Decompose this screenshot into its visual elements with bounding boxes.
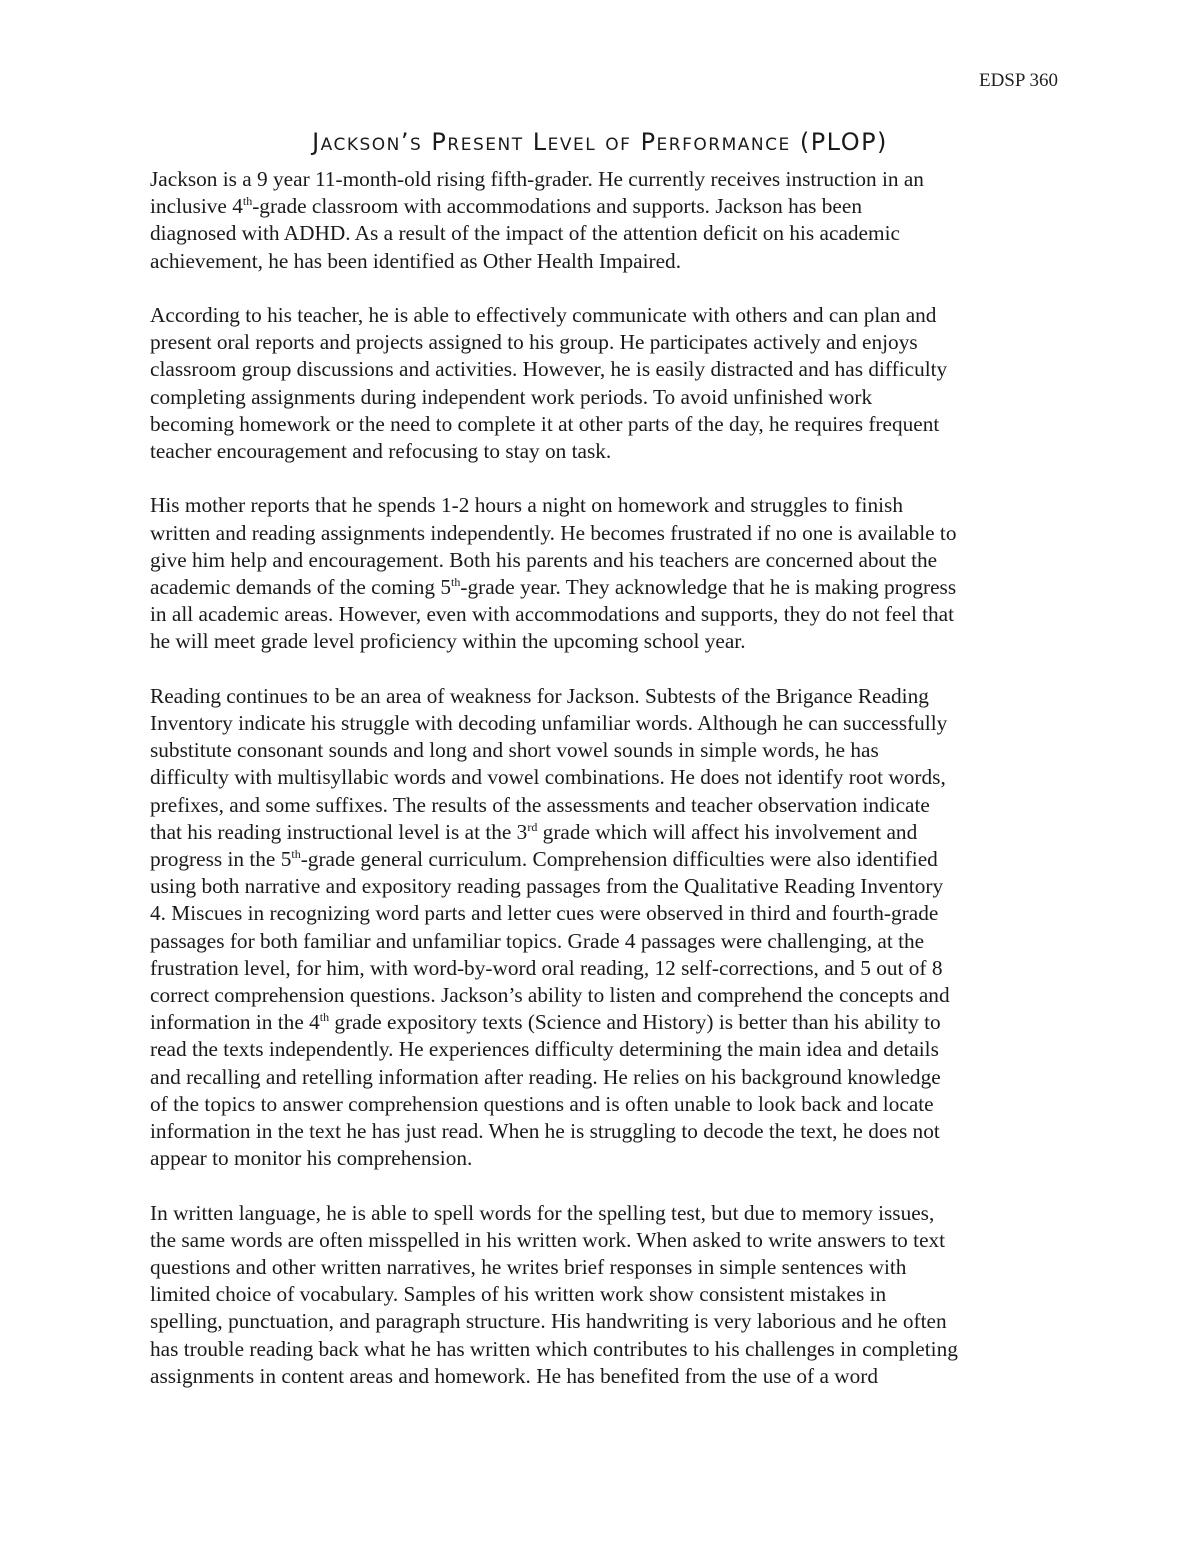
- text-line: [150, 982, 1060, 1009]
- text-line: [150, 248, 1060, 275]
- text-segment: -grade year. They acknowledge that he is making progress: [460, 575, 957, 600]
- ordinal-suffix: th: [242, 194, 253, 209]
- text-line: [150, 302, 1060, 329]
- text-line: [150, 792, 1060, 819]
- text-line: [150, 1281, 1060, 1308]
- text-line: [150, 1064, 1060, 1091]
- text-segment: -grade general curriculum. Comprehension difficulties were also identified: [300, 847, 938, 872]
- document-title: Jackson’s Present Level of Performance (PLOP): [312, 128, 888, 156]
- text-segment: inclusive 4: [150, 194, 243, 219]
- text-line: [150, 220, 1060, 247]
- text-segment: teacher encouragement and refocusing to stay on task.: [150, 439, 612, 464]
- text-segment: classroom group discussions and activities. However, he is easily distracted and has difficulty: [150, 357, 948, 382]
- text-segment: progress in the 5: [150, 847, 292, 872]
- text-segment: he will meet grade level proficiency within the upcoming school year.: [150, 629, 746, 654]
- text-line: [150, 438, 1060, 465]
- course-code-header: EDSP 360: [978, 70, 1058, 91]
- text-segment: the same words are often misspelled in his written work. When asked to write answers to text: [150, 1227, 946, 1252]
- text-segment: In written language, he is able to spell words for the spelling test, but due to memory issues,: [150, 1200, 935, 1225]
- text-line: [150, 873, 1060, 900]
- text-line: [150, 1200, 1060, 1227]
- text-line: [150, 1308, 1060, 1335]
- document-body: [150, 166, 1060, 1417]
- text-segment: using both narrative and expository reading passages from the Qualitative Reading Inventory: [150, 874, 944, 899]
- text-line: [150, 329, 1060, 356]
- text-segment: spelling, punctuation, and paragraph structure. His handwriting is very laborious and he often: [150, 1309, 947, 1334]
- text-segment: limited choice of vocabulary. Samples of his written work show consistent mistakes in: [150, 1282, 887, 1307]
- text-line: [150, 574, 1060, 601]
- text-line: [150, 737, 1060, 764]
- text-line: [150, 1145, 1060, 1172]
- text-segment: and recalling and retelling information after reading. He relies on his background knowledge: [150, 1064, 941, 1089]
- text-line: [150, 1227, 1060, 1254]
- text-line: [150, 900, 1060, 927]
- text-line: [150, 1336, 1060, 1363]
- paragraph: [150, 683, 1060, 1173]
- text-segment: academic demands of the coming 5: [150, 575, 452, 600]
- text-line: [150, 819, 1060, 846]
- text-segment: information in the text he has just read. When he is struggling to decode the text, he does not: [150, 1119, 940, 1144]
- text-segment: read the texts independently. He experiences difficulty determining the main idea and details: [150, 1037, 939, 1062]
- text-segment: in all academic areas. However, even with accommodations and supports, they do not feel that: [150, 602, 955, 627]
- text-segment: written and reading assignments independently. He becomes frustrated if no one is available to: [150, 520, 957, 545]
- text-segment: 4. Miscues in recognizing word parts and letter cues were observed in third and fourth-grade: [150, 901, 939, 926]
- text-segment: achievement, he has been identified as Other Health Impaired.: [150, 248, 682, 273]
- ordinal-suffix: th: [319, 1010, 330, 1025]
- text-line: [150, 1009, 1060, 1036]
- paragraph: [150, 1200, 1060, 1390]
- text-line: [150, 520, 1060, 547]
- text-segment: that his reading instructional level is at the 3: [150, 819, 528, 844]
- text-segment: His mother reports that he spends 1-2 hours a night on homework and struggles to finish: [150, 493, 903, 518]
- text-line: [150, 1254, 1060, 1281]
- text-line: [150, 601, 1060, 628]
- text-line: [150, 628, 1060, 655]
- text-segment: of the topics to answer comprehension questions and is often unable to look back and locate: [150, 1091, 934, 1116]
- text-line: [150, 846, 1060, 873]
- text-line: [150, 492, 1060, 519]
- text-segment: According to his teacher, he is able to effectively communicate with others and can plan and: [150, 303, 937, 327]
- text-segment: completing assignments during independent work periods. To avoid unfinished work: [150, 384, 873, 409]
- text-line: [150, 547, 1060, 574]
- ordinal-suffix: th: [291, 847, 301, 862]
- text-line: [150, 384, 1060, 411]
- text-segment: correct comprehension questions. Jackson’s ability to listen and comprehend the concepts and: [150, 983, 950, 1008]
- text-segment: Jackson is a 9 year 11-month-old rising fifth-grader. He currently receives instruction in an: [150, 167, 924, 191]
- text-line: [150, 1363, 1060, 1390]
- text-segment: information in the 4: [150, 1010, 320, 1035]
- text-segment: grade expository texts (Science and History) is better than his ability to: [329, 1010, 941, 1035]
- text-line: [150, 764, 1060, 791]
- text-segment: passages for both familiar and unfamiliar topics. Grade 4 passages were challenging, at the: [150, 928, 925, 953]
- text-segment: substitute consonant sounds and long and short vowel sounds in simple words, he has: [150, 738, 879, 763]
- text-segment: Reading continues to be an area of weakness for Jackson. Subtests of the Brigance Reading: [150, 683, 929, 708]
- text-segment: Inventory indicate his struggle with decoding unfamiliar words. Although he can successfully: [150, 711, 948, 736]
- text-segment: questions and other written narratives, he writes brief responses in simple sentences with: [150, 1255, 907, 1280]
- text-segment: appear to monitor his comprehension.: [150, 1146, 473, 1171]
- text-segment: assignments in content areas and homework. He has benefited from the use of a word: [150, 1363, 879, 1388]
- text-line: [150, 411, 1060, 438]
- text-line: [150, 1036, 1060, 1063]
- text-segment: frustration level, for him, with word-by-word oral reading, 12 self-corrections, and 5 out of 8: [150, 955, 943, 980]
- text-line: [150, 1118, 1060, 1145]
- paragraph: [150, 302, 1060, 465]
- ordinal-suffix: th: [451, 575, 461, 590]
- text-line: [150, 1091, 1060, 1118]
- text-segment: grade which will affect his involvement and: [537, 819, 918, 844]
- text-segment: diagnosed with ADHD. As a result of the impact of the attention deficit on his academic: [150, 221, 900, 246]
- text-segment: becoming homework or the need to complete it at other parts of the day, he requires frequent: [150, 411, 940, 436]
- text-segment: -grade classroom with accommodations and supports. Jackson has been: [252, 194, 862, 219]
- paragraph: [150, 166, 1060, 275]
- text-segment: give him help and encouragement. Both his parents and his teachers are concerned about the: [150, 547, 938, 572]
- text-line: [150, 955, 1060, 982]
- text-line: [150, 356, 1060, 383]
- paragraph: [150, 492, 1060, 655]
- text-line: [150, 710, 1060, 737]
- text-line: [150, 683, 1060, 710]
- text-line: [150, 166, 1060, 193]
- text-segment: has trouble reading back what he has written which contributes to his challenges in completing: [150, 1336, 958, 1361]
- text-line: [150, 193, 1060, 220]
- text-segment: difficulty with multisyllabic words and vowel combinations. He does not identify root words,: [150, 765, 946, 790]
- text-line: [150, 928, 1060, 955]
- text-segment: present oral reports and projects assigned to his group. He participates actively and enjoys: [150, 330, 918, 355]
- text-segment: prefixes, and some suffixes. The results of the assessments and teacher observation indicate: [150, 792, 930, 817]
- ordinal-suffix: rd: [527, 819, 538, 834]
